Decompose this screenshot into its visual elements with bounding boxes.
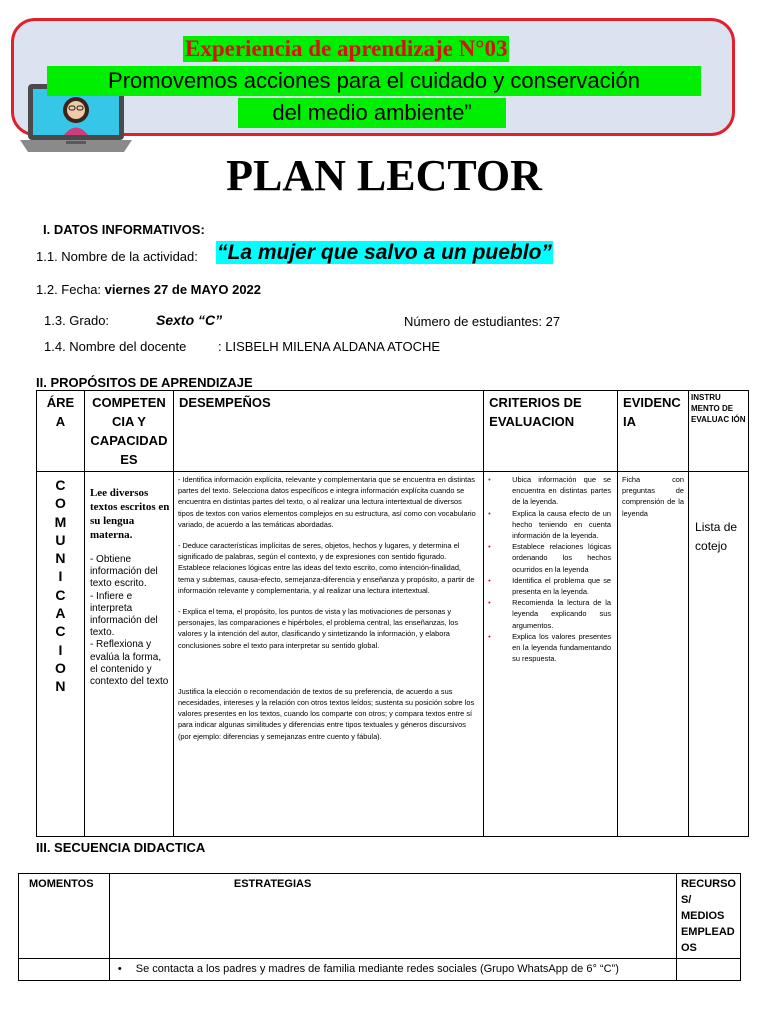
area-letter: C xyxy=(55,477,66,493)
area-cell xyxy=(37,472,85,837)
experience-subtitle-line1: Promovemos acciones para el cuidado y conservación xyxy=(47,66,701,96)
competencia-cell xyxy=(84,472,173,837)
header-competencias: COMPETEN CIA Y CAPACIDAD ES xyxy=(84,391,173,472)
header-evidencia: EVIDENC IA xyxy=(618,391,689,472)
area-letter: O xyxy=(55,495,66,512)
area-letter: A xyxy=(55,605,66,622)
actividad-value: “La mujer que salvo a un pueblo” xyxy=(217,241,552,264)
docente-label: 1.4. Nombre del docente xyxy=(44,339,187,354)
bullet-icon: • xyxy=(117,963,122,975)
area-letter: N xyxy=(55,550,66,567)
competencia-title: Lee diversos textos escritos en su lengua materna. xyxy=(89,487,170,541)
criterio-item: • Explica los valores presentes en la leyenda fundamentando su respuesta. xyxy=(484,631,611,665)
instrumento-cell xyxy=(689,472,749,837)
grado-label: 1.3. Grado: xyxy=(44,313,110,328)
criterios-cell xyxy=(484,472,618,837)
capacidades-text: - Obtiene información del texto escrito. - Infiere e interpreta información del texto. - Reflexiona y evalúa la forma, el contenido y contexto del texto xyxy=(89,554,169,688)
fecha-value: viernes 27 de MAYO 2022 xyxy=(104,282,262,297)
area-letter: I xyxy=(58,641,63,658)
area-letter: C xyxy=(55,623,66,640)
datos-heading: I. DATOS INFORMATIVOS: xyxy=(43,222,205,237)
instrumento-text: Lista de cotejo xyxy=(695,520,738,553)
header-area: ÁRE A xyxy=(37,391,85,472)
header-desempenos: DESEMPEÑOS xyxy=(173,391,483,472)
header-momentos: MOMENTOS xyxy=(19,874,110,959)
secuencia-heading: III. SECUENCIA DIDACTICA xyxy=(36,840,206,855)
criterio-item: • Identifica el problema que se presenta en la leyenda. xyxy=(484,575,611,597)
propositos-header-row xyxy=(37,391,749,472)
fecha-label: 1.2. Fecha: xyxy=(36,282,102,297)
header-criterios: CRITERIOS DE EVALUACION xyxy=(484,391,618,472)
desempeno-item: - Deduce características implícitas de seres, objetos, hechos y lugares, y determina el significado de palabras, según el contexto, y de expresiones con sentido figurado. Establece relaciones lógicas entre las ideas del texto escrito, como intención-finalidad, tema y subtemas, causa-efecto, semejanza-diferencia y enseñanza y propósito, a partir de información relevante y complementaria, y al realizar una lectura intertextual. xyxy=(177,541,475,595)
desempeno-item: - Identifica información explícita, relevante y complementaria que se encuentra en distintas partes del texto. Selecciona datos específicos e integra información explícita cuando se encuentra en distintas partes del texto, o al realizar una lectura intertextual de diversos tipos de textos con varios elementos complejos en su estructura, así como con vocabulario variado, de acuerdo a las temáticas abordadas. xyxy=(177,475,476,529)
propositos-heading: II. PROPÓSITOS DE APRENDIZAJE xyxy=(36,375,253,390)
evidencia-text: Ficha con preguntas de comprensión de la leyenda xyxy=(622,475,685,518)
experience-subtitle-line2: del medio ambiente” xyxy=(238,98,506,128)
header-instrumento: INSTRU MENTO DE EVALUAC IÓN xyxy=(689,391,749,472)
estrategia-text: Se contacta a los padres y madres de familia mediante redes sociales (Grupo WhatsApp de 6° “C”) xyxy=(135,963,619,975)
estudiantes-count: Número de estudiantes: 27 xyxy=(404,314,561,329)
criterio-item: • Recomienda la lectura de la leyenda explicando sus argumentos. xyxy=(484,597,611,631)
secuencia-row xyxy=(19,959,741,981)
estrategia-cell xyxy=(109,959,676,981)
criterio-item: • Establece relaciones lógicas ordenando los hechos ocurridos en la leyenda xyxy=(484,541,611,575)
desempenos-cell xyxy=(173,472,483,837)
header-recursos: RECURSO S/ MEDIOS EMPLEAD OS xyxy=(676,874,740,959)
area-letter: O xyxy=(55,659,66,676)
actividad-label: 1.1. Nombre de la actividad: xyxy=(36,249,198,264)
propositos-table xyxy=(36,390,749,837)
criterio-item: • Explica la causa efecto de un hecho teniendo en cuenta información de la leyenda. xyxy=(484,508,611,542)
area-letter: U xyxy=(55,531,66,548)
recurso-cell xyxy=(676,959,740,981)
propositos-body-row xyxy=(37,472,749,837)
header-estrategias: ESTRATEGIAS xyxy=(109,874,676,959)
grado-value: Sexto “C” xyxy=(156,312,223,328)
docente-value: : LISBELH MILENA ALDANA ATOCHE xyxy=(218,339,441,354)
desempeno-item: - Explica el tema, el propósito, los puntos de vista y las motivaciones de personas y personajes, las comparaciones e hipérboles, el problema central, las enseñanzas, los valores y la intención del autor, clasificando y sintetizando la información, y elabora conclusiones sobre el texto para interpretar su sentido global. xyxy=(177,607,459,650)
secuencia-table xyxy=(18,873,741,981)
page-title: PLAN LECTOR xyxy=(226,151,542,200)
desempeno-item: Justifica la elección o recomendación de textos de su preferencia, de acuerdo a sus necesidades, intereses y la relación con otros textos leídos; sustenta su posición sobre los valores presentes en los textos, cuando los comparte con otros; y compara textos entre sí para indicar algunas similitudes y diferencias entre tipos textuales y géneros discursivos (por ejemplo: diferencias y semejanzas entre cuento y fábula). xyxy=(177,686,475,741)
momento-cell xyxy=(19,959,110,981)
experience-title: Experiencia de aprendizaje N°03 xyxy=(185,36,508,61)
area-letter: C xyxy=(55,586,66,603)
evidencia-cell xyxy=(618,472,689,837)
area-letter: I xyxy=(58,568,63,585)
area-letter: N xyxy=(55,678,66,695)
secuencia-header-row xyxy=(19,874,741,959)
area-letter: M xyxy=(54,513,67,530)
criterio-item: • Ubica información que se encuentra en distintas partes de la leyenda. xyxy=(484,474,611,508)
